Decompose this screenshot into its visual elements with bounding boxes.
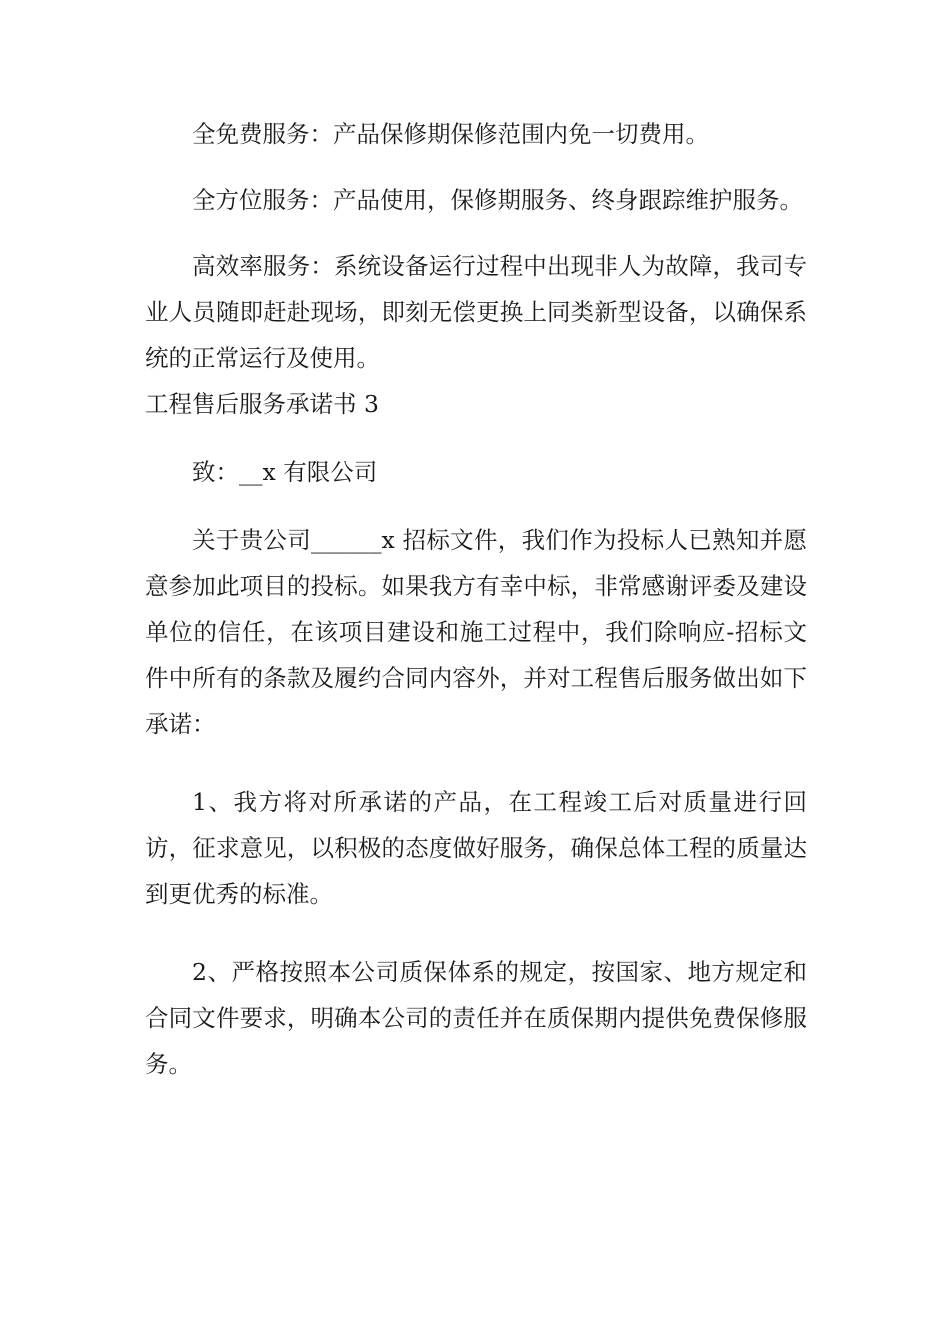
document-page: [145, 111, 807, 1087]
commitment-item-1: 1、我方将对所承诺的产品，在工程竣工后对质量进行回访，征求意见，以积极的态度做好服务，确保总体工程的质量达到更优秀的标准。: [145, 788, 807, 908]
service-free-paragraph: 全免费服务：产品保修期保修范围内免一切费用。: [192, 120, 709, 148]
service-comprehensive-paragraph: 全方位服务：产品使用，保修期服务、终身跟踪维护服务。: [192, 186, 803, 214]
service-efficient-paragraph: 高效率服务：系统设备运行过程中出现非人为故障，我司专业人员随即赶赴现场，即刻无偿更换上同类新型设备，以确保系统的正常运行及使用。: [145, 252, 807, 372]
commitment-item-2: 2、严格按照本公司质保体系的规定，按国家、地方规定和合同文件要求，明确本公司的责任并在质保期内提供免费保修服务。: [145, 958, 807, 1078]
salutation: 致：__x 有限公司: [192, 458, 378, 486]
intro-paragraph: 关于贵公司______x 招标文件，我们作为投标人已熟知并愿意参加此项目的投标。如果我方有幸中标，非常感谢评委及建设单位的信任，在该项目建设和施工过程中，我们除响应-招标文件中所有的条款及履约合同内容外，并对工程售后服务做出如下承诺：: [145, 526, 807, 738]
section-title: 工程售后服务承诺书 3: [145, 390, 379, 418]
